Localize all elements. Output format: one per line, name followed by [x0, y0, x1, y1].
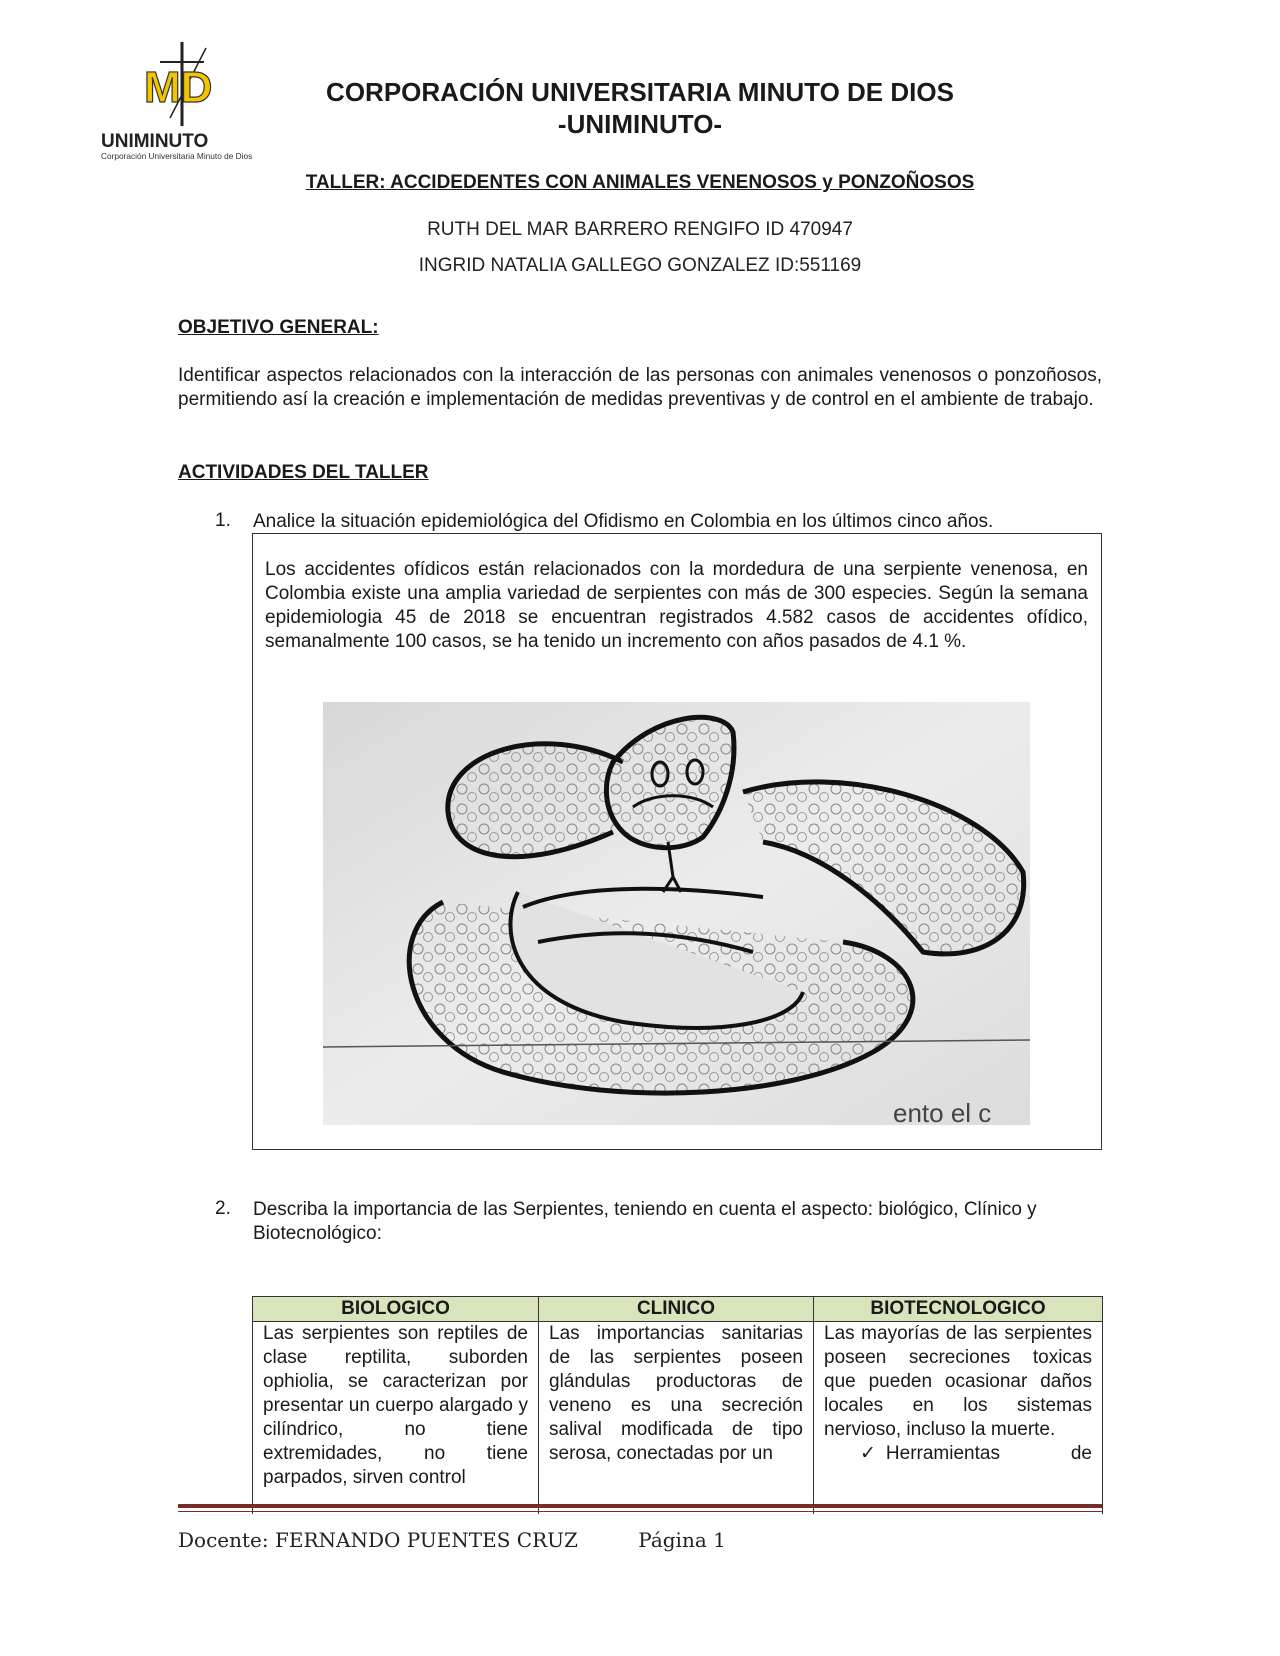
question-2-number: 2. — [215, 1198, 231, 1219]
cell-biotecnologico-content — [824, 1322, 1092, 1514]
cell-biotecnologico-text: Las mayorías de las serpientes poseen secreciones toxicas que pueden ocasionar daños locales en los sistemas nervioso, incluso la muerte. — [824, 1323, 1092, 1440]
header-biologico: BIOLOGICO — [253, 1297, 539, 1322]
footer-page-number: Página 1 — [638, 1528, 726, 1552]
snake-drawing-image — [323, 702, 1030, 1125]
svg-text:Corporación Universitaria Minu: Corporación Universitaria Minuto de Dios — [101, 151, 253, 161]
footer-docente: Docente: FERNANDO PUENTES CRUZ — [178, 1528, 578, 1552]
question-1-number: 1. — [215, 510, 231, 531]
svg-text:ento el c: ento el c — [893, 1098, 992, 1125]
actividades-heading: ACTIVIDADES DEL TALLER — [178, 462, 429, 483]
snake-drawing-icon — [323, 702, 1030, 1125]
importance-table — [252, 1296, 1103, 1514]
table-row — [253, 1322, 1103, 1515]
answer-1-text: Los accidentes ofídicos están relacionados con la mordedura de una serpiente venenosa, en Colombia existe una amplia variedad de serpientes con más de 300 especies. Según la semana epidemiologia 45 de 2018 se encuentran registrados 4.582 casos de accidentes ofídico, semanalmente 100 casos, se ha tenido un incremento con años pasados de 4.1 %. — [265, 559, 1088, 652]
cell-biologico-text: Las serpientes son reptiles de clase reptilita, suborden ophiolia, se caracterizan por presentar un cuerpo alargado y cilíndrico, no tiene extremidades, no tiene parpados, sirven control — [263, 1323, 528, 1488]
bullet-item — [824, 1442, 1092, 1466]
checkmark-icon: ✓ — [860, 1443, 876, 1464]
bullet-text: Herramientas de — [885, 1443, 1092, 1464]
cell-biologico — [253, 1322, 539, 1515]
footer — [178, 1528, 726, 1552]
objetivo-text: Identificar aspectos relacionados con la interacción de las personas con animales venenosos o ponzoñosos, permitiendo así la creación e implementación de medidas preventivas y de control en el ambiente de trabajo. — [178, 365, 1102, 410]
question-2-text: Describa la importancia de las Serpientes, teniendo en cuenta el aspecto: biológico, Clínico y Biotecnológico: — [253, 1199, 1037, 1244]
header-clinico: CLINICO — [539, 1297, 814, 1322]
table-header-row — [253, 1297, 1103, 1322]
cell-biotecnologico — [814, 1322, 1103, 1515]
objetivo-heading: OBJETIVO GENERAL: — [178, 317, 379, 338]
institution-title-line2: -UNIMINUTO- — [557, 109, 723, 139]
question-1-text: Analice la situación epidemiológica del Ofidismo en Colombia en los últimos cinco años. — [253, 511, 994, 532]
header-biotecnologico: BIOTECNOLOGICO — [814, 1297, 1103, 1322]
footer-rule-thin — [178, 1511, 1102, 1512]
institution-title-line1: CORPORACIÓN UNIVERSITARIA MINUTO DE DIOS — [326, 77, 954, 107]
svg-text:UNIMINUTO: UNIMINUTO — [101, 131, 209, 152]
cell-clinico-text: Las importancias sanitarias de las serpientes poseen glándulas productoras de veneno es una secreción salival modificada de tipo serosa, conectadas por un — [549, 1323, 803, 1464]
author-1: RUTH DEL MAR BARRERO RENGIFO ID 470947 — [427, 219, 853, 240]
svg-text:MD: MD — [144, 63, 213, 112]
footer-rule — [178, 1504, 1102, 1508]
institution-title — [200, 76, 1080, 140]
taller-title: TALLER: ACCIDEDENTES CON ANIMALES VENENOSOS y PONZOÑOSOS — [305, 172, 975, 193]
author-2: INGRID NATALIA GALLEGO GONZALEZ ID:551169 — [418, 255, 862, 276]
cell-clinico — [539, 1322, 814, 1515]
